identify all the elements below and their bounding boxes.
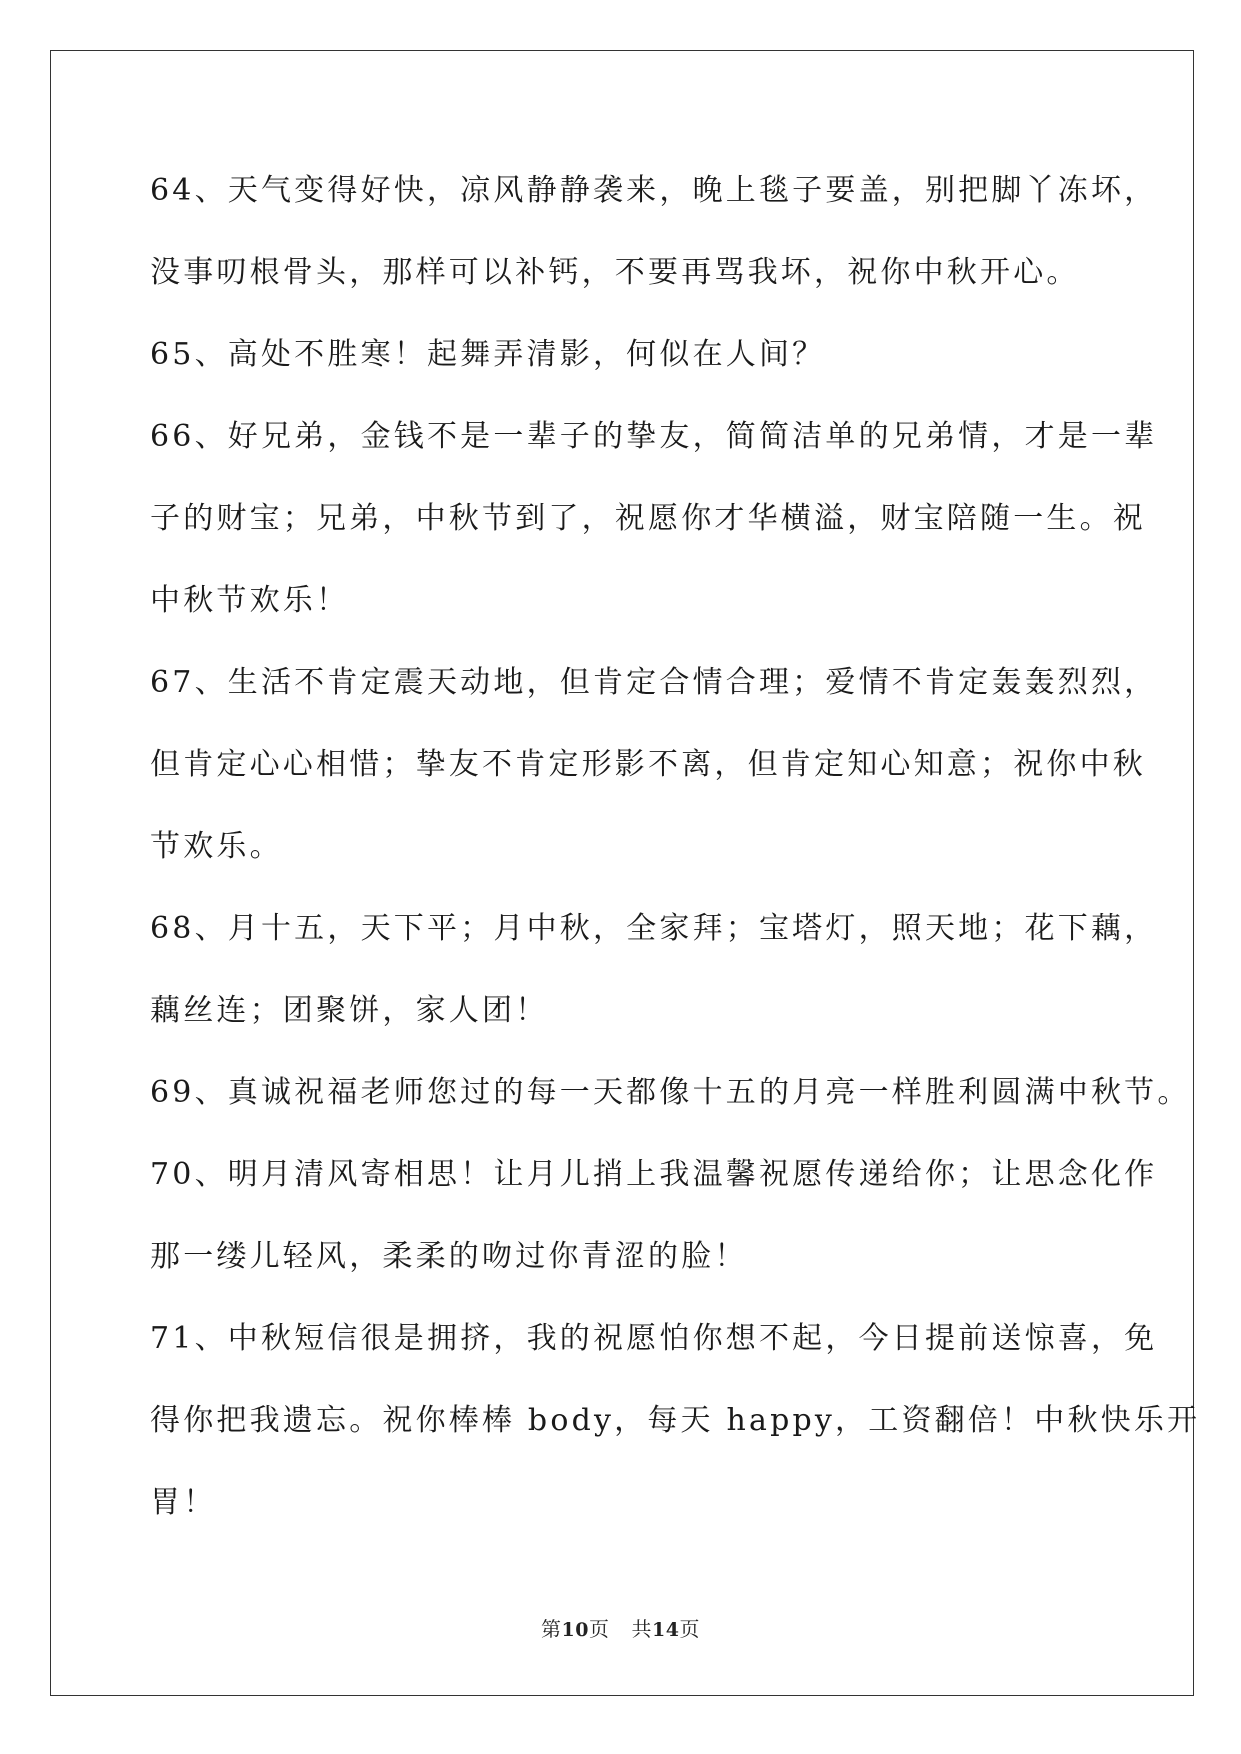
text-line: 66、好兄弟，金钱不是一辈子的挚友，简简洁单的兄弟情，才是一辈 bbox=[150, 419, 1158, 454]
text-line: 藕丝连；团聚饼，家人团！ bbox=[150, 993, 549, 1028]
total-page-count: 14 bbox=[652, 1619, 680, 1641]
page-number-prefix: 第 bbox=[541, 1617, 562, 1641]
page-number-suffix: 页 bbox=[589, 1617, 610, 1641]
text-line: 没事叨根骨头，那样可以补钙，不要再骂我坏，祝你中秋开心。 bbox=[150, 255, 1080, 290]
document-body bbox=[150, 150, 1201, 1544]
text-line: 得你把我遗忘。祝你棒棒 body，每天 happy，工资翻倍！中秋快乐开 bbox=[150, 1403, 1201, 1438]
text-line: 70、明月清风寄相思！让月儿捎上我温馨祝愿传递给你；让思念化作 bbox=[150, 1157, 1158, 1192]
current-page-number: 10 bbox=[561, 1619, 589, 1641]
text-line: 但肯定心心相惜；挚友不肯定形影不离，但肯定知心知意；祝你中秋 bbox=[150, 747, 1146, 782]
page-footer bbox=[0, 1617, 1241, 1642]
text-line: 胃！ bbox=[150, 1485, 217, 1520]
text-line: 67、生活不肯定震天动地，但肯定合情合理；爱情不肯定轰轰烈烈， bbox=[150, 665, 1158, 700]
text-line: 中秋节欢乐！ bbox=[150, 583, 350, 618]
text-line: 那一缕儿轻风，柔柔的吻过你青涩的脸！ bbox=[150, 1239, 748, 1274]
total-pages-prefix: 共 bbox=[631, 1617, 652, 1641]
text-line: 65、高处不胜寒！起舞弄清影，何似在人间？ bbox=[150, 337, 826, 372]
text-line: 子的财宝；兄弟，中秋节到了，祝愿你才华横溢，财宝陪随一生。祝 bbox=[150, 501, 1146, 536]
text-line: 68、月十五，天下平；月中秋，全家拜；宝塔灯，照天地；花下藕， bbox=[150, 911, 1158, 946]
text-line: 71、中秋短信很是拥挤，我的祝愿怕你想不起，今日提前送惊喜，免 bbox=[150, 1321, 1158, 1356]
total-pages-suffix: 页 bbox=[679, 1617, 700, 1641]
text-line: 69、真诚祝福老师您过的每一天都像十五的月亮一样胜利圆满中秋节。 bbox=[150, 1075, 1191, 1110]
text-line: 节欢乐。 bbox=[150, 829, 283, 864]
text-line: 64、天气变得好快，凉风静静袭来，晚上毯子要盖，别把脚丫冻坏， bbox=[150, 173, 1158, 208]
